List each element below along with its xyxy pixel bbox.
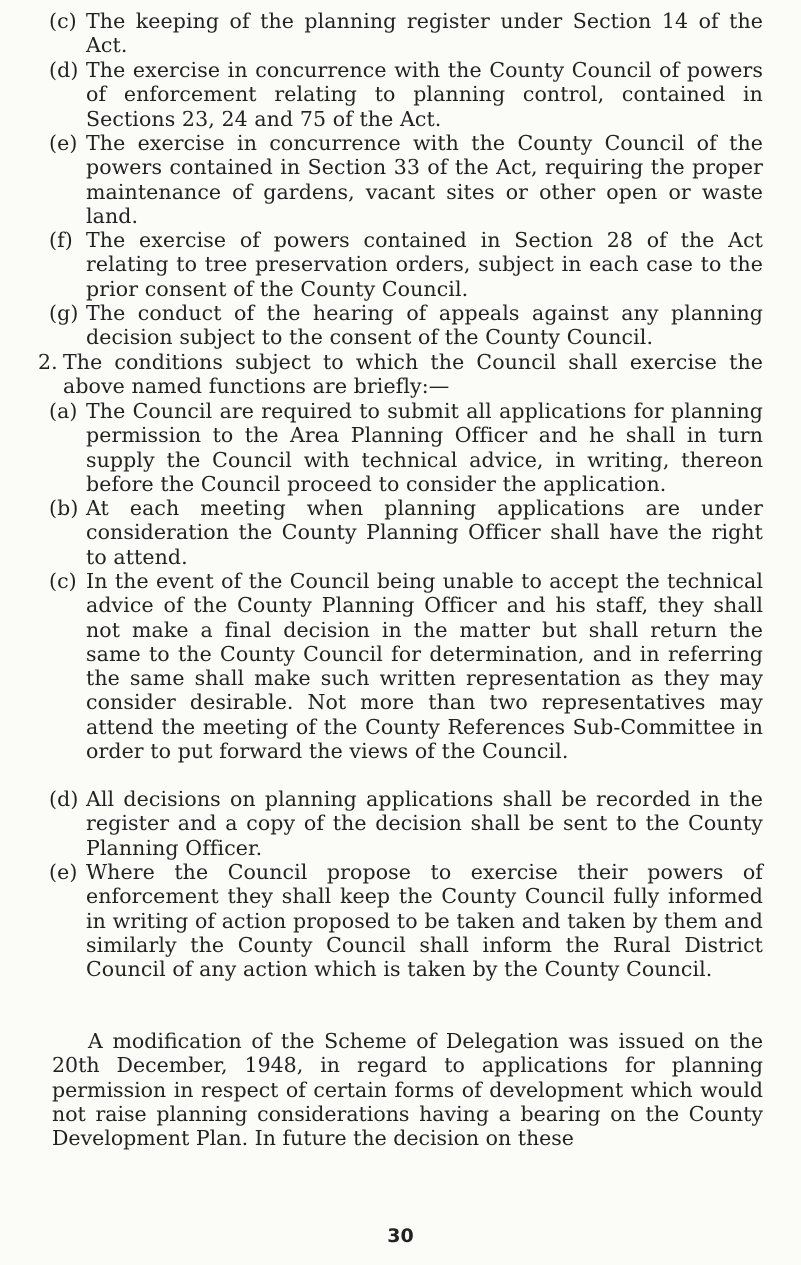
item-label: (d) xyxy=(49,58,79,82)
item-label: (e) xyxy=(49,860,78,884)
item-label: (e) xyxy=(49,131,78,155)
item-label: (d) xyxy=(49,787,79,811)
page-number: 30 xyxy=(387,1225,414,1247)
item-text: The conduct of the hearing of appeals against any planning decision subject to the consent of the County Council. xyxy=(86,301,763,350)
item-label: (b) xyxy=(49,496,79,520)
item-label: (c) xyxy=(49,9,77,33)
item-text: The keeping of the planning register under Section 14 of the Act. xyxy=(86,9,763,58)
item-label: (a) xyxy=(49,399,78,423)
closing-paragraph: A modification of the Scheme of Delegation was issued on the 20th December, 1948, in regard to applications for planning permission in respect of certain forms of development which would not raise planning considerations having a bearing on the County Development Plan. In future the decision on these xyxy=(52,1029,763,1151)
item-text: The Council are required to submit all applications for planning permission to the Area Planning Officer and he shall in turn supply the Council with technical advice, in writing, thereon before the Council proceed to consider the application. xyxy=(86,399,763,496)
item-text: The exercise of powers contained in Section 28 of the Act relating to tree preservation orders, subject in each case to the prior consent of the County Council. xyxy=(86,228,763,301)
condition-item xyxy=(49,569,763,764)
list-item xyxy=(49,131,763,228)
list-item xyxy=(49,9,763,58)
item-text: In the event of the Council being unable to accept the technical advice of the County Planning Officer and his staff, they shall not make a final decision in the matter but shall return the same to the County Council for determination, and in referring the same shall make such written representation as they may consider desirable. Not more than two representatives may attend the meeting of the County References Sub-Committee in order to put forward the views of the Council. xyxy=(86,569,763,764)
condition-item xyxy=(49,860,763,982)
list-item xyxy=(49,58,763,131)
item-text: The exercise in concurrence with the County Council of powers of enforcement relating to planning control, contained in Sections 23, 24 and 75 of the Act. xyxy=(86,58,763,131)
list-item xyxy=(49,301,763,350)
condition-item xyxy=(49,399,763,496)
condition-item xyxy=(49,496,763,569)
condition-item xyxy=(49,787,763,860)
item-label: (f) xyxy=(49,228,73,252)
item-label: (g) xyxy=(49,301,79,325)
item-text: All decisions on planning applications shall be recorded in the register and a copy of the decision shall be sent to the County Planning Officer. xyxy=(86,787,763,860)
item-text: Where the Council propose to exercise their powers of enforcement they shall keep the County Council fully informed in writing of action proposed to be taken and taken by them and similarly the County Council shall inform the Rural District Council of any action which is taken by the County Council. xyxy=(86,860,763,982)
list-item xyxy=(49,228,763,301)
section-2-paragraph xyxy=(38,350,763,399)
section-number: 2. xyxy=(38,350,58,374)
item-text: The exercise in concurrence with the County Council of the powers contained in Section 33 of the Act, requiring the proper maintenance of gardens, vacant sites or other open or waste land. xyxy=(86,131,763,228)
item-text: At each meeting when planning applications are under consideration the County Planning Officer shall have the right to attend. xyxy=(86,496,763,569)
item-label: (c) xyxy=(49,569,77,593)
section-text: The conditions subject to which the Council shall exercise the above named functions are briefly:— xyxy=(63,350,763,399)
